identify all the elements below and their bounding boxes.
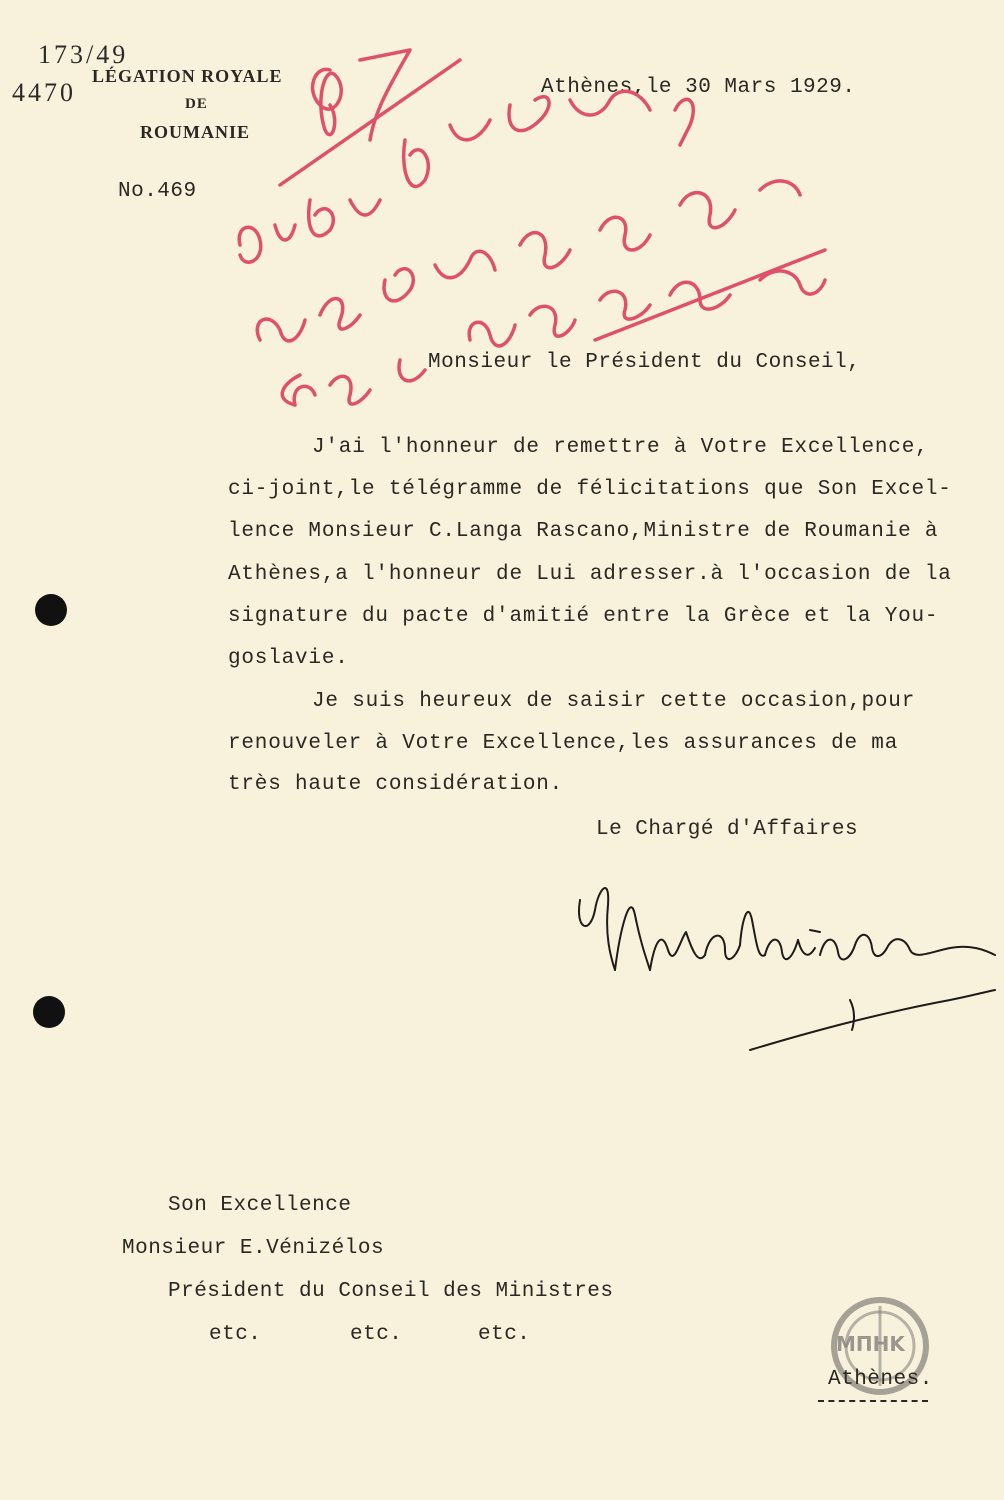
signature	[570, 860, 1000, 1055]
recipient-line2: Monsieur E.Vénizélos	[122, 1237, 385, 1260]
body-p1-line5: signature du pacte d'amitié entre la Grèce et la You-	[228, 605, 939, 628]
letterhead-line3: ROUMANIE	[140, 122, 250, 142]
body-p2-line1: Je suis heureux de saisir cette occasion,pour	[312, 690, 916, 713]
archive-stamp-text: ΜΠΗΚ	[836, 1332, 905, 1356]
body-p1-line6: goslavie.	[228, 647, 349, 670]
recipient-etc-3: etc.	[478, 1323, 531, 1346]
recipient-etc-1: etc.	[209, 1323, 262, 1346]
body-p2-line3: très haute considération.	[228, 773, 564, 796]
city-underline	[818, 1400, 928, 1402]
body-p1-line2: ci-joint,le télégramme de félicitations que Son Excel-	[228, 478, 952, 501]
reference-number: No.469	[118, 180, 197, 203]
archive-number-top: 173/49	[38, 40, 129, 69]
recipient-etc-2: etc.	[350, 1323, 403, 1346]
body-p1-line4: Athènes,a l'honneur de Lui adresser.à l'occasion de la	[228, 563, 952, 586]
punch-hole-lower	[33, 996, 65, 1028]
body-p2-line2: renouveler à Votre Excellence,les assurances de ma	[228, 732, 899, 755]
letterhead-line2: DE	[185, 96, 208, 112]
letterhead-line1: LÉGATION ROYALE	[92, 66, 283, 86]
closing-title: Le Chargé d'Affaires	[596, 818, 859, 841]
body-p1-line3: lence Monsieur C.Langa Rascano,Ministre de Roumanie à	[228, 520, 939, 543]
city: Athènes.	[828, 1368, 933, 1391]
punch-hole-upper	[35, 594, 67, 626]
salutation: Monsieur le Président du Conseil,	[428, 351, 861, 374]
archive-number-bottom: 4470	[12, 78, 76, 107]
recipient-line3: Président du Conseil des Ministres	[168, 1280, 614, 1303]
recipient-line1: Son Excellence	[168, 1194, 352, 1217]
body-p1-line1: J'ai l'honneur de remettre à Votre Excellence,	[312, 436, 929, 459]
letter-date: Athènes,le 30 Mars 1929.	[541, 76, 856, 99]
